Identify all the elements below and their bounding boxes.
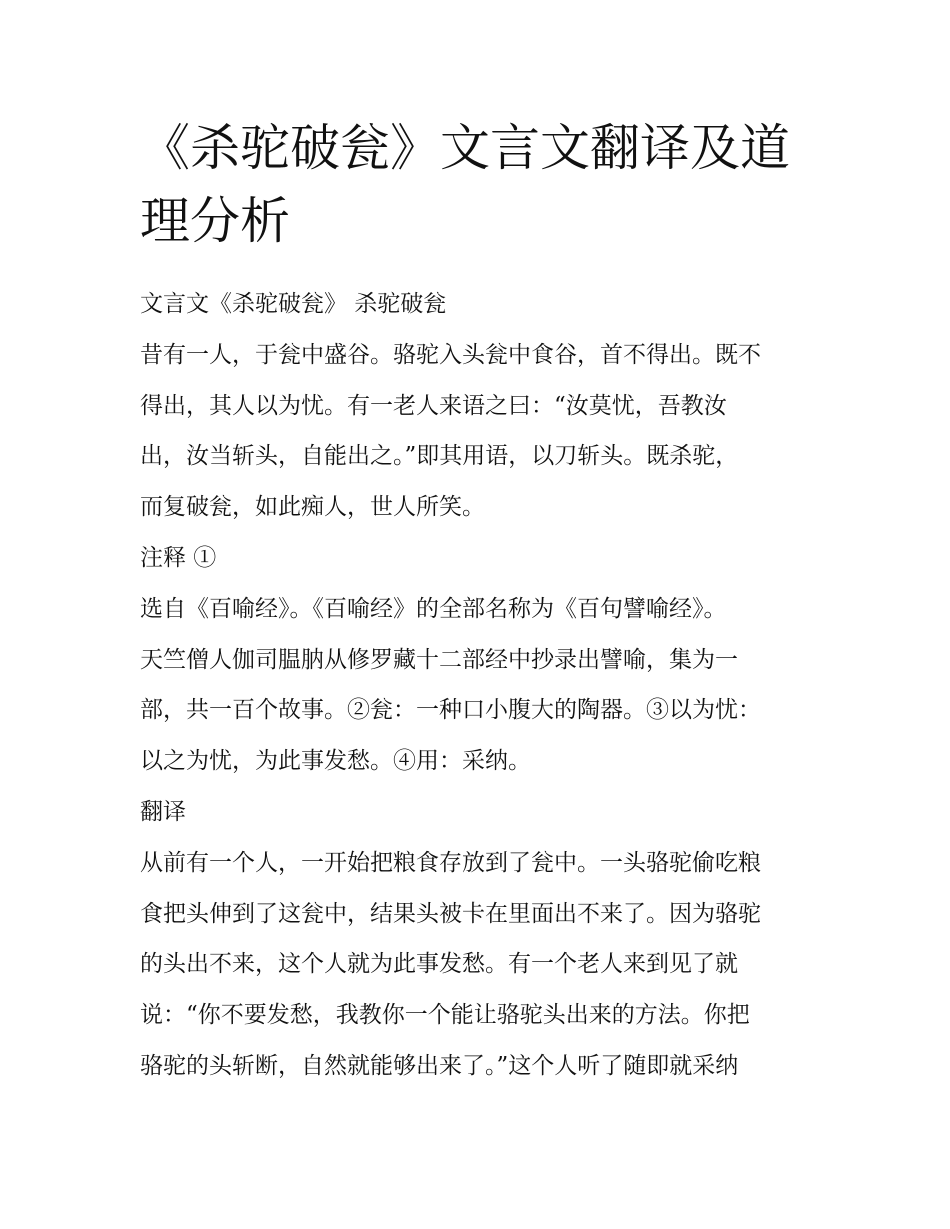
body-line-original-text: 出，汝当斩头，自能出之。”即其用语，以刀斩头。既杀驼， [140,443,739,470]
body-line-translation: 从前有一个人，一开始把粮食存放到了瓮中。一头骆驼偷吃粮 [140,849,761,876]
body-line-translation: 的头出不来，这个人就为此事发愁。有一个老人来到见了就 [140,951,738,978]
body-line-translation: 骆驼的头斩断，自然就能够出来了。”这个人听了随即就采纳 [140,1052,739,1079]
section-heading-translation: 翻译 [140,798,186,825]
body-line-notes: 选自《百喻经》。《百喻经》的全部名称为《百句譬喻经》。 [140,595,727,622]
body-line-original-text: 而复破瓮，如此痴人，世人所笑。 [140,494,485,521]
body-line-original-text: 得出，其人以为忧。有一老人来语之曰：“汝莫忧，吾教汝 [140,392,727,419]
document-title: 《杀驼破瓮》文言文翻译及道理分析 [140,119,790,250]
body-line-translation: 说：“你不要发愁，我教你一个能让骆驼头出来的方法。你把 [140,1002,750,1029]
body-line-notes: 部，共一百个故事。②瓮：一种口小腹大的陶器。③以为忧： [140,697,761,724]
body-line-notes: 天竺僧人伽司腽肭从修罗藏十二部经中抄录出譬喻，集为一 [140,646,738,673]
body-line-notes: 以之为忧，为此事发愁。④用：采纳。 [140,748,531,775]
body-line-original-text: 昔有一人，于瓮中盛谷。骆驼入头瓮中食谷，首不得出。既不 [140,341,761,368]
body-line-translation: 食把头伸到了这瓮中，结果头被卡在里面出不来了。因为骆驼 [140,900,761,927]
body-line-heading: 文言文《杀驼破瓮》 杀驼破瓮 [140,291,447,317]
document-body [140,279,820,1092]
section-heading-notes: 注释 ① [140,544,217,571]
